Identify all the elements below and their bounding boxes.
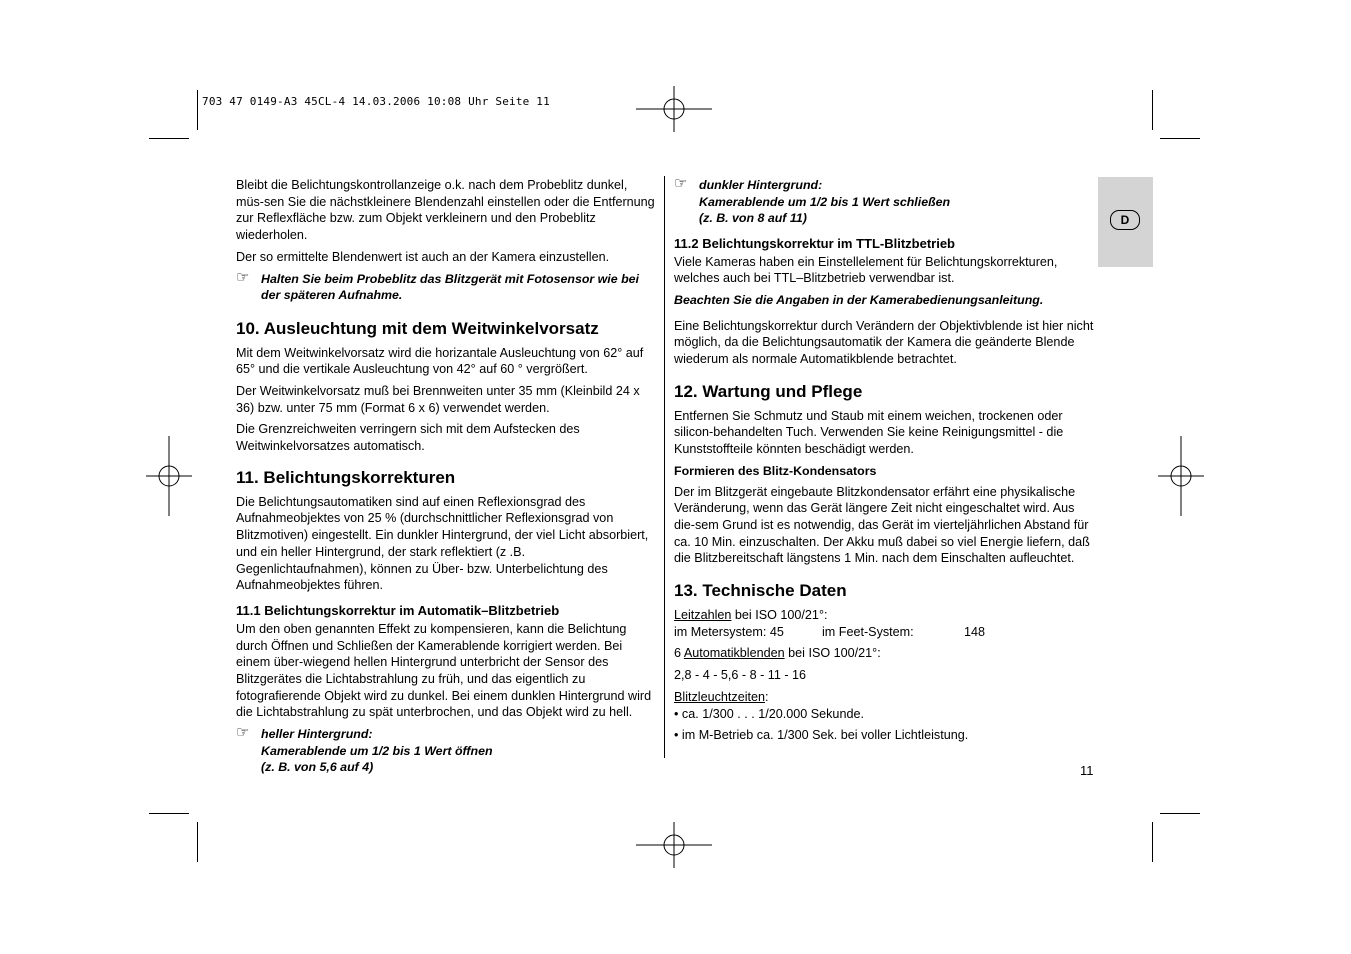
spec-blenden-values: 2,8 - 4 - 5,6 - 8 - 11 - 16 xyxy=(674,668,807,683)
paragraph: Entfernen Sie Schmutz und Staub mit einem weichen, trockenen oder silicon-behandelten Tuch. Verwenden Sie keine Reinigungsmittel - die Kunststoffteile könnten beschädigt werden. xyxy=(674,408,1064,457)
note-text: (z. B. von 8 auf 11) xyxy=(699,211,807,225)
subsection-heading: Formieren des Blitz-Kondensators xyxy=(674,463,877,478)
section-heading: 13. Technische Daten xyxy=(674,581,847,601)
note-text: Kamerablende um 1/2 bis 1 Wert schließen xyxy=(699,194,951,209)
paragraph: Eine Belichtungskorrektur durch Verändern der Objektivblende ist hier nicht möglich, da die Belichtungsautomatik der Kamera die geänderte Blende wiederum als normale Automatikblende betrachtet. xyxy=(674,318,1094,367)
paragraph-emphasis: Beachten Sie die Angaben in der Kamerabedienungsanleitung. xyxy=(674,292,1044,307)
paragraph: Viele Kameras haben ein Einstellelement für Belichtungskorrekturen, welches auch bei TTL–Blitzbetrieb verwendbar ist. xyxy=(674,254,1058,286)
paragraph: Die Grenzreichweiten verringern sich mit dem Aufstecken des Weitwinkelvorsatzes automatisch. xyxy=(236,422,580,454)
language-tab xyxy=(1098,177,1153,267)
note xyxy=(236,268,658,304)
paragraph: Mit dem Weitwinkelvorsatz wird die horizantale Ausleuchtung von 62° auf 65° und die vertikale Ausleuchtung von 42° auf 60 ° vergrößert. xyxy=(236,345,644,377)
pointing-hand-icon: ☞ xyxy=(236,724,250,742)
pointing-hand-icon: ☞ xyxy=(674,175,688,192)
registration-mark-left xyxy=(146,436,192,516)
section-heading: 10. Ausleuchtung mit dem Weitwinkelvorsatz xyxy=(236,318,599,338)
paragraph: Der Weitwinkelvorsatz muß bei Brennweiten unter 35 mm (Kleinbild 24 x 36) bzw. unter 75 mm (Format 6 x 6) verwendet werden. xyxy=(236,383,640,415)
paragraph: Der so ermittelte Blendenwert ist auch an der Kamera einzustellen. xyxy=(236,249,610,264)
column-divider xyxy=(664,176,665,758)
note xyxy=(236,726,658,776)
paragraph: Der im Blitzgerät eingebaute Blitzkondensator erfährt eine physikalische Veränderung, wenn das Gerät längere Zeit nicht eingeschaltet wird. Aus die-sem Grund ist es notwendig, das Gerät im vierteljährlichen Abstand für ca. 10 Min. einzuschalten. Der Akku muß dabei so viel Energie liefern, daß die Blitzbereitschaft längstens 1 Min. nach dem Einschalten aufleuchtet. xyxy=(674,484,1090,566)
language-badge: D xyxy=(1110,210,1140,230)
print-slug: 703 47 0149-A3 45CL-4 14.03.2006 10:08 Uhr Seite 11 xyxy=(202,95,550,108)
left-column xyxy=(236,177,658,782)
note-text: dunkler Hintergrund: xyxy=(699,178,823,192)
note-text: (z. B. von 5,6 auf 4) xyxy=(261,760,374,775)
paragraph: Um den oben genannten Effekt zu kompensieren, kann die Belichtung durch Öffnen und Schließen der Kamerablende korrigiert werden. Bei einem über-wiegend hellen Hintergrund unterbricht der Sensor des Blitzgerätes die Lichtabstrahlung zu früh, und das eigentlich zu fotografierende Objekt wird zu dunkel. Bei einem dunklen Hintergrund wird die Lichtabstrahlung zu spät unterbrochen, und das Objekt wird zu hell. xyxy=(236,621,652,720)
note-text: Halten Sie beim Probeblitz das Blitzgerät mit Fotosensor wie bei der späteren Aufnahme. xyxy=(261,271,639,303)
spec-bullet: • ca. 1/300 . . . 1/20.000 Sekunde. xyxy=(674,706,864,721)
subsection-heading: 11.1 Belichtungskorrektur im Automatik–Blitzbetrieb xyxy=(236,602,560,618)
paragraph: Bleibt die Belichtungskontrollanzeige o.k. nach dem Probeblitz dunkel, müs-sen Sie die nächstkleinere Blendenzahl einstellen oder die Entfernung zur Reflexfläche bzw. zum Objekt verkleinern und den Probeblitz wiederholen. xyxy=(236,178,655,243)
section-heading: 11. Belichtungskorrekturen xyxy=(236,467,456,487)
note xyxy=(674,177,1094,227)
spec-leitzahlen-values: im Metersystem: 45 im Feet-System: 148 xyxy=(674,624,986,639)
page-number: 11 xyxy=(1080,763,1094,778)
registration-mark-bottom xyxy=(633,822,715,868)
spec-leitzahlen: Leitzahlen bei ISO 100/21°: xyxy=(674,608,828,623)
registration-mark-top xyxy=(633,86,715,132)
note-text: heller Hintergrund: xyxy=(261,727,373,742)
spec-bullet: • im M-Betrieb ca. 1/300 Sek. bei voller Lichtleistung. xyxy=(674,728,969,743)
section-heading: 12. Wartung und Pflege xyxy=(674,381,863,401)
spec-automatikblenden: 6 Automatikblenden bei ISO 100/21°: xyxy=(674,646,881,661)
registration-mark-right xyxy=(1158,436,1204,516)
right-column xyxy=(674,177,1094,749)
note-text: Kamerablende um 1/2 bis 1 Wert öffnen xyxy=(261,743,493,758)
paragraph: Die Belichtungsautomatiken sind auf einen Reflexionsgrad des Aufnahmeobjektes von 25 % (durchschnittlicher Reflexionsgrad von Blitzmotiven) eingestellt. Ein dunkler Hintergrund, der viel Licht absorbiert, und ein heller Hintergrund, der stark reflektiert (z .B. Gegenlichtaufnahmen), können zu Über- bzw. Unterbelichtung des Aufnahmeobjektes führen. xyxy=(236,494,649,593)
subsection-heading: 11.2 Belichtungskorrektur im TTL-Blitzbetrieb xyxy=(674,235,955,251)
spec-blitzleuchtzeiten: Blitzleuchtzeiten: xyxy=(674,689,769,704)
pointing-hand-icon: ☞ xyxy=(236,268,250,286)
